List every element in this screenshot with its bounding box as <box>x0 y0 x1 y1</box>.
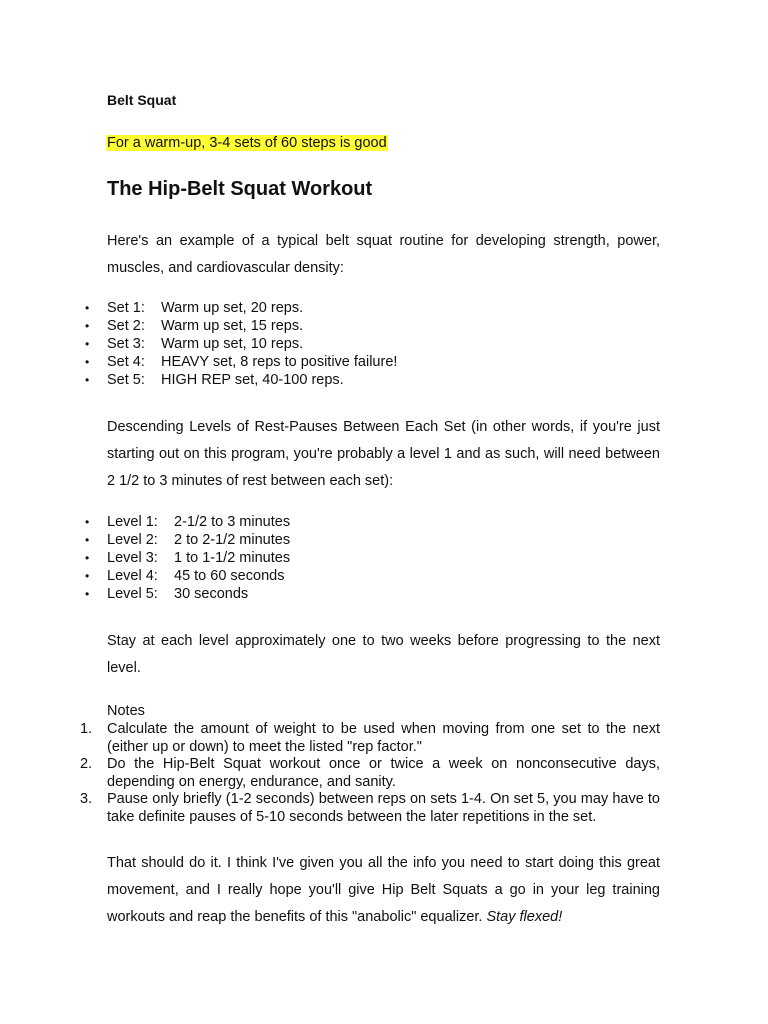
list-item: • Set 1: Warm up set, 20 reps. <box>85 300 304 316</box>
bullet-icon: • <box>85 355 90 369</box>
sets-list <box>85 299 398 389</box>
bullet-icon: • <box>85 569 90 583</box>
closing-paragraph: That should do it. I think I've given you all the info you need to start doing this great movement, and I really hope you'll give Hip Belt Squats a go in your leg training workouts and reap the benefits of this "anabolic" equalizer. Stay flexed! <box>107 855 660 925</box>
highlight-note-wrap <box>106 134 388 152</box>
intro-paragraph: Here's an example of a typical belt squat routine for developing strength, power, muscles, and cardiovascular density: <box>107 233 660 276</box>
section-label: Belt Squat <box>107 92 177 108</box>
list-item: • Set 3: Warm up set, 10 reps. <box>85 336 304 352</box>
list-item: • Level 3: 1 to 1-1/2 minutes <box>85 550 291 566</box>
list-item: 1. Calculate the amount of weight to be used when moving from one set to the next (either up or down) to meet the listed "rep factor." <box>80 721 660 755</box>
list-item: • Set 5: HIGH REP set, 40-100 reps. <box>85 372 344 388</box>
notes-heading: Notes <box>107 703 145 719</box>
list-item: • Level 5: 30 seconds <box>85 586 249 602</box>
list-item: • Set 2: Warm up set, 15 reps. <box>85 318 304 334</box>
rest-paragraph: Descending Levels of Rest-Pauses Between Each Set (in other words, if you're just starting out on this program, you're probably a level 1 and as such, will need between 2 1/2 to 3 minutes of rest between each set): <box>107 419 660 489</box>
list-item: 2. Do the Hip-Belt Squat workout once or twice a week on nonconsecutive days, depending on energy, endurance, and sanity. <box>80 756 660 790</box>
bullet-icon: • <box>85 533 90 547</box>
closing-signoff: Stay flexed! <box>486 909 563 925</box>
levels-list <box>85 513 291 603</box>
bullet-icon: • <box>85 515 90 529</box>
bullet-icon: • <box>85 319 90 333</box>
highlighted-note: For a warm-up, 3-4 sets of 60 steps is good <box>107 135 387 151</box>
bullet-icon: • <box>85 337 90 351</box>
list-item: • Level 2: 2 to 2-1/2 minutes <box>85 532 291 548</box>
bullet-icon: • <box>85 373 90 387</box>
list-item: • Level 4: 45 to 60 seconds <box>85 568 285 584</box>
stay-paragraph: Stay at each level approximately one to two weeks before progressing to the next level. <box>107 633 660 676</box>
list-item: • Level 1: 2-1/2 to 3 minutes <box>85 514 291 530</box>
list-item: 3. Pause only briefly (1-2 seconds) between reps on sets 1-4. On set 5, you may have to take definite pauses of 5-10 seconds between the later repetitions in the set. <box>80 791 660 825</box>
bullet-icon: • <box>85 301 90 315</box>
bullet-icon: • <box>85 587 90 601</box>
notes-list <box>80 721 660 826</box>
bullet-icon: • <box>85 551 90 565</box>
list-item: • Set 4: HEAVY set, 8 reps to positive failure! <box>85 354 398 370</box>
page-title: The Hip-Belt Squat Workout <box>107 178 373 200</box>
